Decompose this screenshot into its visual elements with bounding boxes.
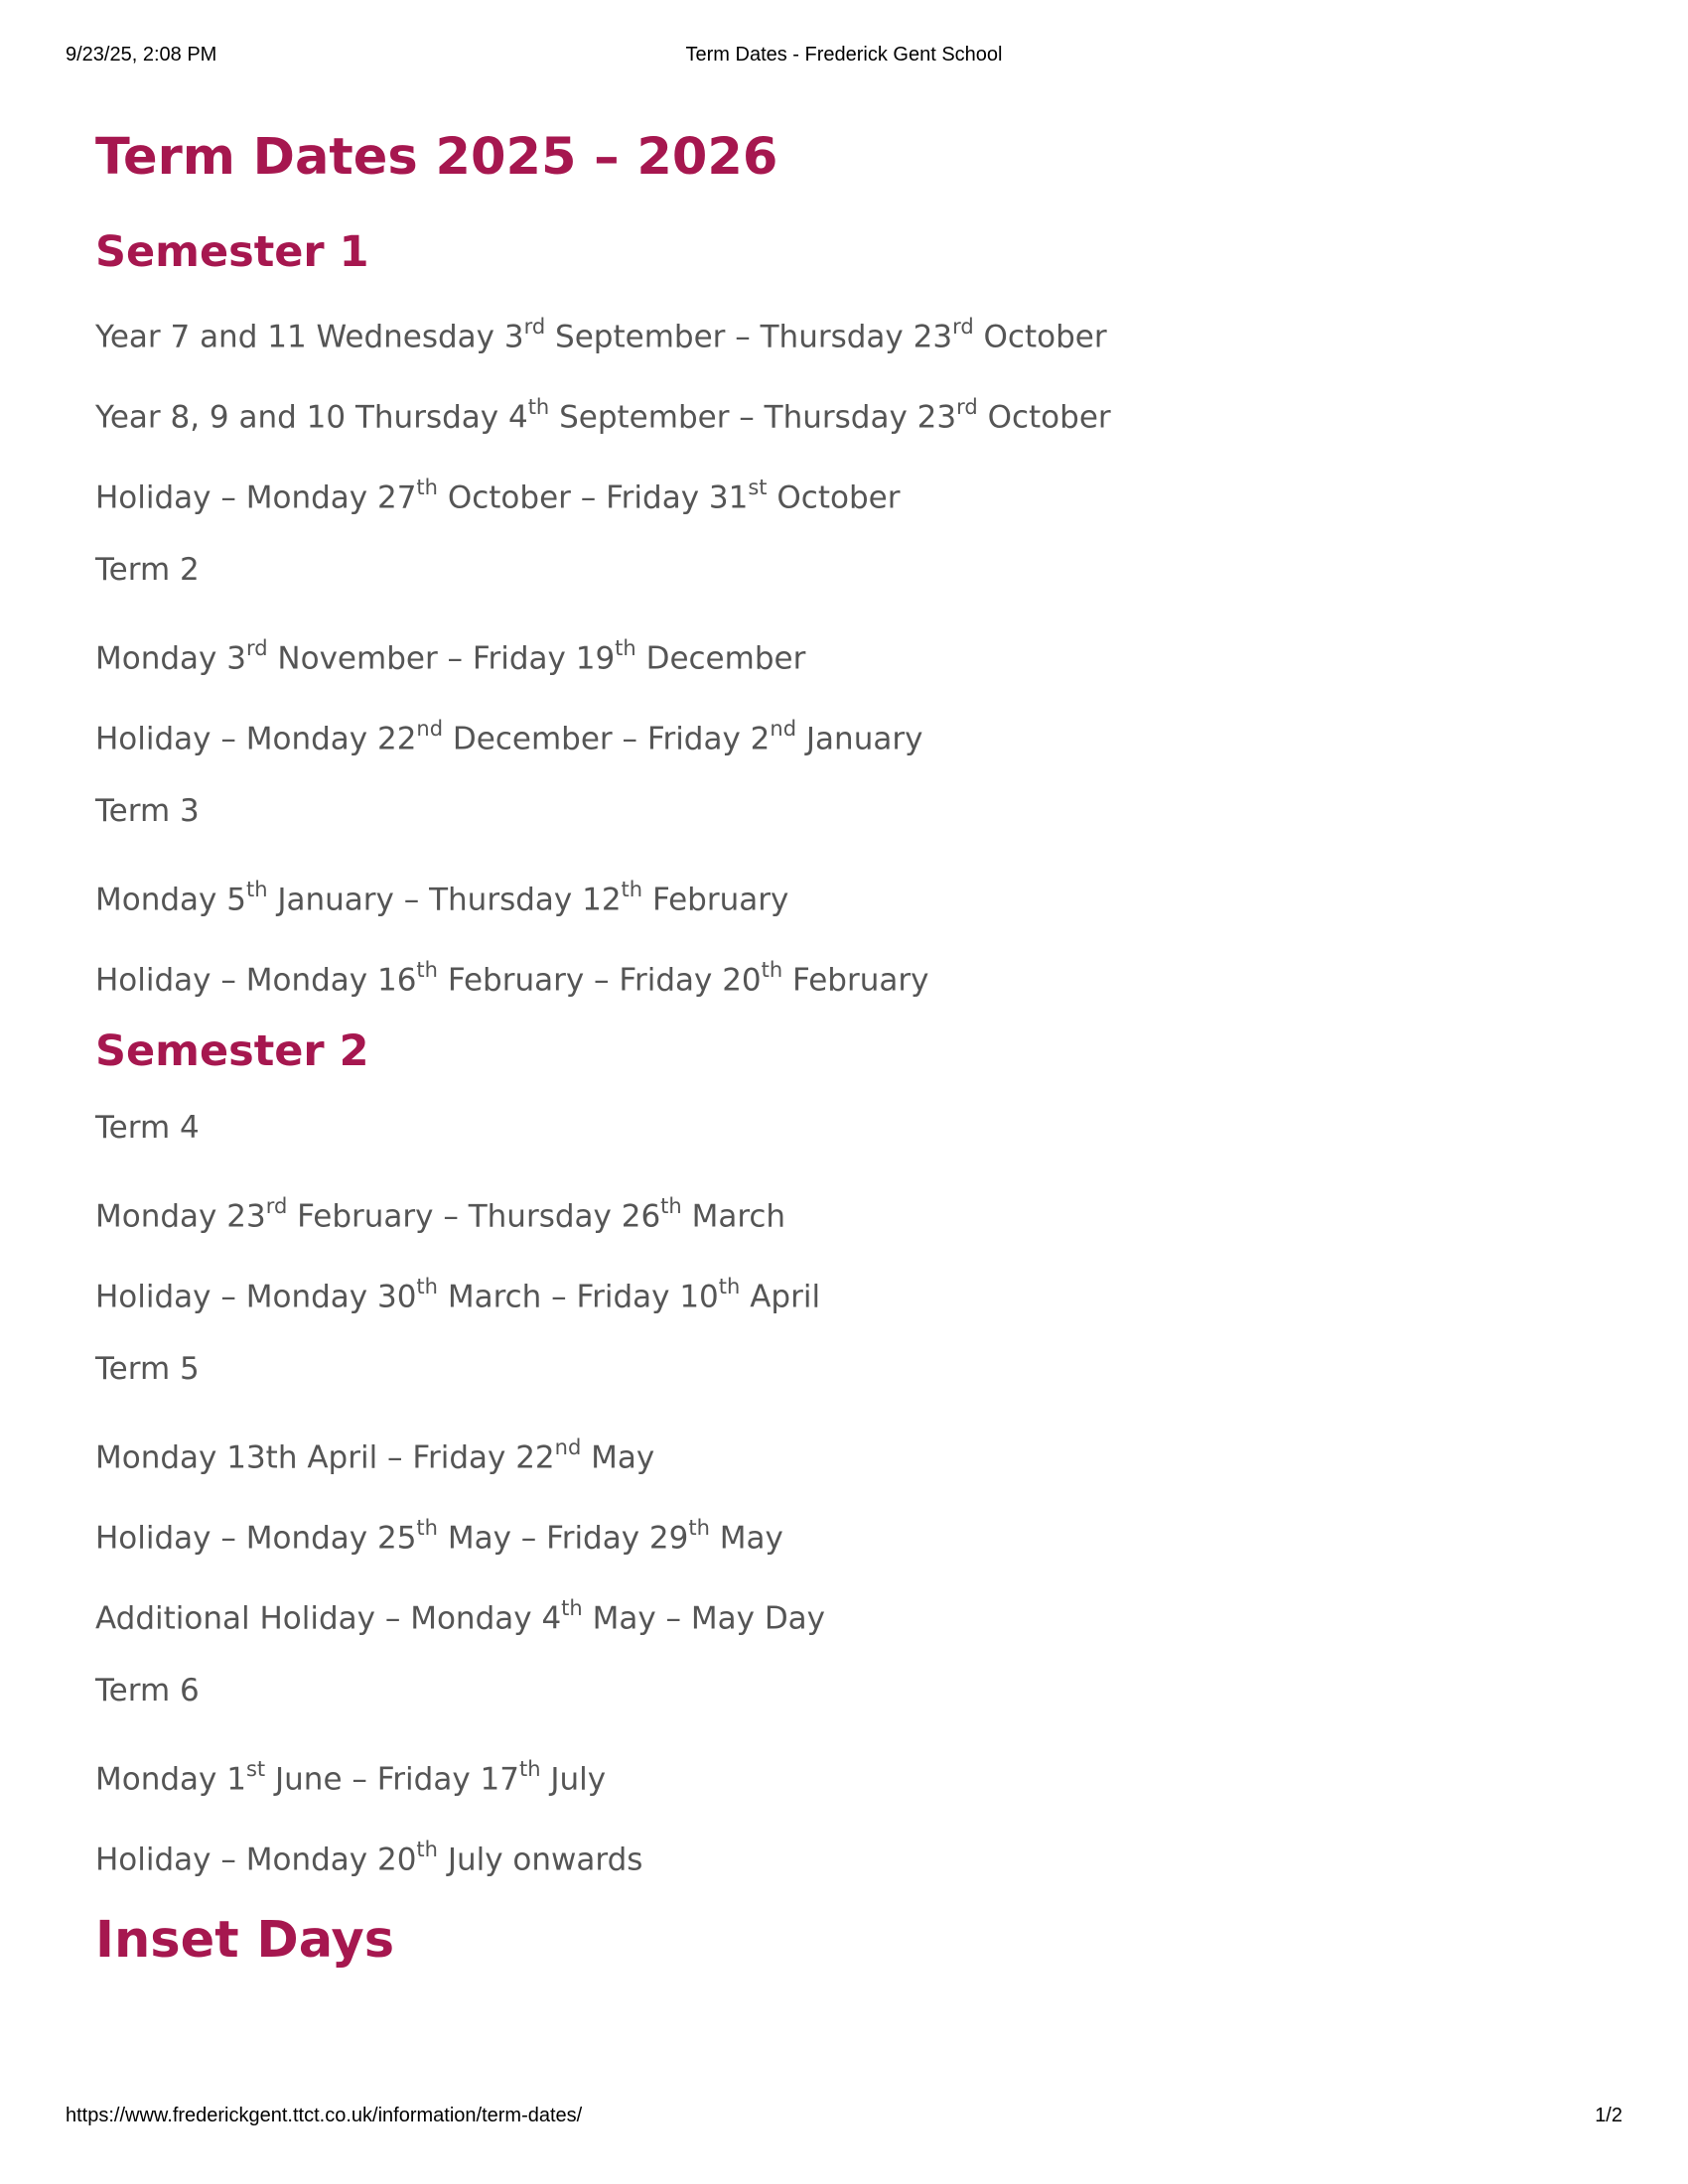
term-date-line	[95, 1168, 1585, 1249]
line-text: Holiday – Monday 20	[95, 1842, 417, 1878]
term-date-line	[95, 1329, 1585, 1410]
ordinal-suffix: th	[688, 1516, 710, 1540]
term-date-line	[95, 771, 1585, 852]
ordinal-suffix: rd	[245, 636, 268, 660]
ordinal-suffix: rd	[952, 315, 974, 339]
ordinal-suffix: th	[416, 1275, 438, 1298]
ordinal-suffix: th	[518, 1757, 541, 1781]
line-text: September – Thursday 23	[549, 399, 957, 436]
print-header	[0, 44, 1688, 69]
term-date-line	[95, 1490, 1585, 1570]
ordinal-suffix: th	[416, 1838, 438, 1861]
ordinal-suffix: rd	[523, 315, 546, 339]
term-date-line	[95, 1812, 1585, 1892]
line-text: Holiday – Monday 30	[95, 1279, 417, 1315]
line-text: May – May Day	[582, 1600, 826, 1637]
semester-1-heading: Semester 1	[95, 227, 369, 277]
ordinal-suffix: th	[718, 1275, 741, 1298]
line-text: May	[581, 1439, 655, 1476]
line-text: March	[681, 1198, 786, 1235]
line-text: Holiday – Monday 25	[95, 1520, 417, 1557]
line-text: June – Friday 17	[265, 1761, 519, 1798]
ordinal-suffix: th	[621, 878, 643, 901]
line-text: October	[977, 399, 1111, 436]
ordinal-suffix: th	[416, 958, 438, 982]
ordinal-suffix: th	[245, 878, 268, 901]
line-text: March – Friday 10	[437, 1279, 719, 1315]
term-date-line	[95, 1088, 1585, 1168]
line-text: February – Thursday 26	[287, 1198, 661, 1235]
line-text: May	[709, 1520, 783, 1557]
line-text: July onwards	[437, 1842, 643, 1878]
term-date-line	[95, 369, 1585, 450]
term-date-line	[95, 932, 1585, 1013]
line-text: May – Friday 29	[437, 1520, 689, 1557]
ordinal-suffix: th	[660, 1194, 682, 1218]
line-text: Monday 13th April – Friday 22	[95, 1439, 555, 1476]
ordinal-suffix: th	[561, 1596, 583, 1620]
line-text: September – Thursday 23	[545, 319, 953, 355]
ordinal-suffix: nd	[554, 1435, 582, 1459]
ordinal-suffix: st	[245, 1757, 266, 1781]
line-text: April	[740, 1279, 821, 1315]
term-date-line	[95, 530, 1585, 611]
term-date-line	[95, 289, 1585, 369]
term-date-line	[95, 1570, 1585, 1651]
print-footer	[0, 2105, 1688, 2130]
line-text: Monday 1	[95, 1761, 246, 1798]
line-text: Holiday – Monday 16	[95, 962, 417, 999]
line-text: Year 8, 9 and 10 Thursday 4	[95, 399, 528, 436]
term-date-line	[95, 1651, 1585, 1731]
line-text: Term 6	[95, 1673, 200, 1708]
ordinal-suffix: rd	[956, 395, 978, 419]
line-text: Holiday – Monday 27	[95, 479, 417, 516]
line-text: Holiday – Monday 22	[95, 721, 417, 757]
line-text: February	[642, 882, 789, 918]
term-date-line	[95, 450, 1585, 530]
ordinal-suffix: th	[416, 476, 438, 499]
line-text: October	[767, 479, 901, 516]
inset-days-heading: Inset Days	[95, 1911, 395, 1970]
line-text: November – Friday 19	[267, 640, 616, 677]
line-text: Term 5	[95, 1351, 200, 1387]
semester-1-list	[95, 289, 1585, 1013]
line-text: Term 4	[95, 1110, 200, 1146]
line-text: Year 7 and 11 Wednesday 3	[95, 319, 524, 355]
term-date-line	[95, 611, 1585, 691]
term-date-line	[95, 1410, 1585, 1490]
line-text: October	[973, 319, 1107, 355]
semester-2-list	[95, 1088, 1585, 1892]
term-date-line	[95, 852, 1585, 932]
page-title: Term Dates 2025 – 2026	[95, 128, 778, 187]
ordinal-suffix: nd	[416, 717, 444, 741]
line-text: Monday 3	[95, 640, 246, 677]
line-text: December – Friday 2	[443, 721, 771, 757]
line-text: January – Thursday 12	[267, 882, 622, 918]
line-text: December	[635, 640, 806, 677]
semester-2-heading: Semester 2	[95, 1026, 369, 1076]
ordinal-suffix: st	[748, 476, 768, 499]
ordinal-suffix: th	[416, 1516, 438, 1540]
line-text: January	[796, 721, 923, 757]
ordinal-suffix: th	[615, 636, 636, 660]
line-text: February – Friday 20	[437, 962, 762, 999]
main-content	[95, 119, 1585, 1978]
term-date-line	[95, 691, 1585, 771]
ordinal-suffix: th	[761, 958, 783, 982]
line-text: Term 2	[95, 552, 200, 588]
ordinal-suffix: th	[527, 395, 550, 419]
line-text: July	[540, 1761, 607, 1798]
ordinal-suffix: nd	[770, 717, 797, 741]
print-page-number: 1/2	[1595, 2105, 1622, 2126]
line-text: October – Friday 31	[437, 479, 749, 516]
line-text: Additional Holiday – Monday 4	[95, 1600, 562, 1637]
line-text: Monday 23	[95, 1198, 266, 1235]
print-url: https://www.frederickgent.ttct.co.uk/information/term-dates/	[66, 2105, 583, 2126]
print-datetime: 9/23/25, 2:08 PM	[66, 44, 217, 66]
line-text: February	[782, 962, 929, 999]
ordinal-suffix: rd	[265, 1194, 288, 1218]
line-text: Monday 5	[95, 882, 246, 918]
print-page-title: Term Dates - Frederick Gent School	[685, 44, 1003, 66]
term-date-line	[95, 1249, 1585, 1329]
line-text: Term 3	[95, 793, 200, 829]
term-date-line	[95, 1731, 1585, 1812]
